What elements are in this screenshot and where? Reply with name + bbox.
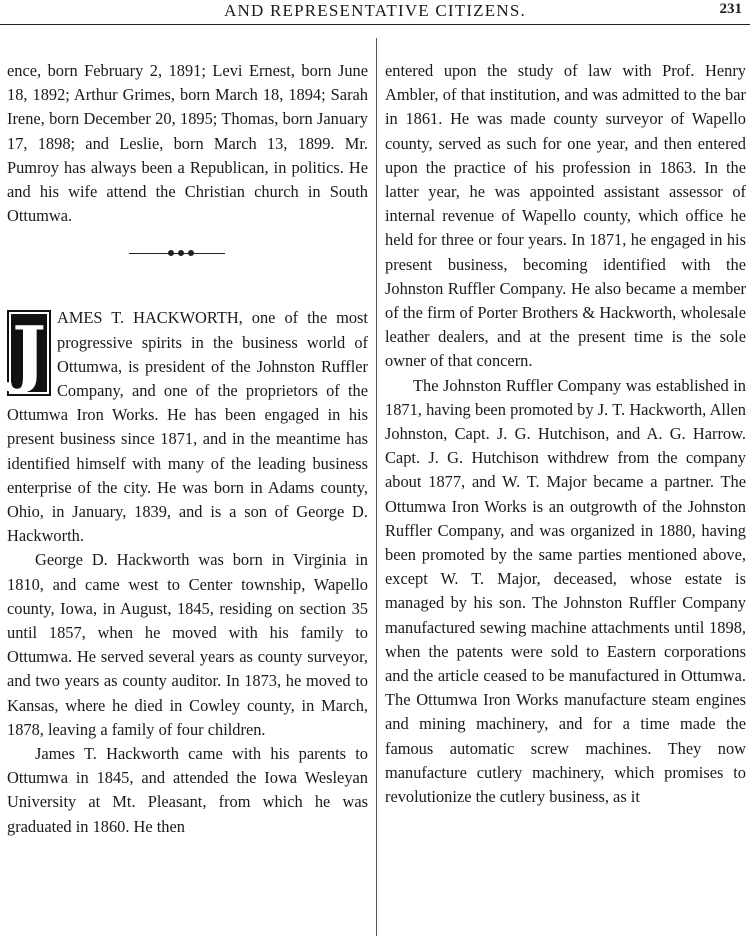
section-divider-ornament: [7, 232, 368, 276]
left-column: [7, 59, 368, 839]
paragraph-ruffler-company: The Johnston Ruffler Company was established in 1871, having been promoted by J. T. Hackworth, Allen Johnston, Capt. J. G. Hutchison, and A. G. Harrow. Capt. J. G. Hutchison withdrew from the company about 1877, and W. T. Major became a partner. The Ottumwa Iron Works is an outgrowth of the Johnston Ruffler Company, and was organized in 1880, having been promoted by the same parties mentioned above, except W. T. Major, deceased, whose estate is managed by his son. The Johnston Ruffler Company manufactured sewing machine attachments until 1898, when the patents were sold to Eastern corporations and the article ceased to be manufactured in Ottumwa. The Ottumwa Iron Works manufacture steam engines and mining machinery, and for a time made the famous automatic screw machines. They now manufacture cutlery machinery, which promises to revolutionize the cutlery business, as it: [385, 375, 746, 807]
header-rule: [0, 24, 750, 25]
biography-section: [7, 306, 368, 838]
biography-lead-text: AMES T. HACKWORTH, one of the most progressive spirits in the business world of Ottumwa, is president of the Johnston Ruffler Company, and one of the proprietors of the Ottumwa Iron Works. He has been engaged in his present business since 1871, and in the meantime has identified himself with many of the leading business enterprise of the city. He was born in Adams county, Ohio, in January, 1839, and is a son of George D. Hackworth.: [7, 308, 368, 546]
page-number: 231: [719, 1, 742, 17]
continued-paragraph: ence, born February 2, 1891; Levi Ernest, born June 18, 1892; Arthur Grimes, born March 18, 1894; Sarah Irene, born December 20, 1895; Thomas, born January 17, 1898; and Leslie, born March 13, 1899. Mr. Pumroy has always been a Republican, in politics. He and his wife attend the Christian church in South Ottumwa.: [7, 61, 368, 226]
page-header: [0, 0, 750, 24]
column-divider-rule: [376, 38, 377, 936]
biography-lead-paragraph: [7, 306, 368, 548]
divider-dot: [168, 250, 174, 256]
drop-cap-initial: J: [7, 310, 51, 396]
divider-dot: [188, 250, 194, 256]
paragraph-education: James T. Hackworth came with his parents to Ottumwa in 1845, and attended the Iowa Wesleyan University at Mt. Pleasant, from which he was graduated in 1860. He then: [7, 744, 368, 836]
divider-line: [129, 253, 225, 254]
continued-paragraph-career: entered upon the study of law with Prof. Henry Ambler, of that institution, and was admitted to the bar in 1861. He was made county surveyor of Wapello county, served as such for one year, and then entered upon the practice of his profession in 1863. In the latter year, he was appointed assistant assessor of internal revenue of Wapello county, which office he held for three or four years. In 1871, he engaged in his present business, becoming identified with the Johnston Ruffler Company. He also became a member of the firm of Porter Brothers & Hackworth, wholesale leather dealers, and at the present time is the sole owner of that concern.: [385, 61, 746, 371]
running-head: AND REPRESENTATIVE CITIZENS.: [224, 1, 526, 20]
right-column: [385, 59, 746, 809]
paragraph-george-hackworth: George D. Hackworth was born in Virginia in 1810, and came west to Center township, Wapello county, Iowa, in August, 1845, residing on section 35 until 1857, when he moved with his family to Ottumwa. He served several years as county surveyor, and two years as county auditor. In 1873, he moved to Kansas, where he died in Cowley county, in March, 1878, leaving a family of four children.: [7, 550, 368, 739]
divider-dot: [178, 250, 184, 256]
